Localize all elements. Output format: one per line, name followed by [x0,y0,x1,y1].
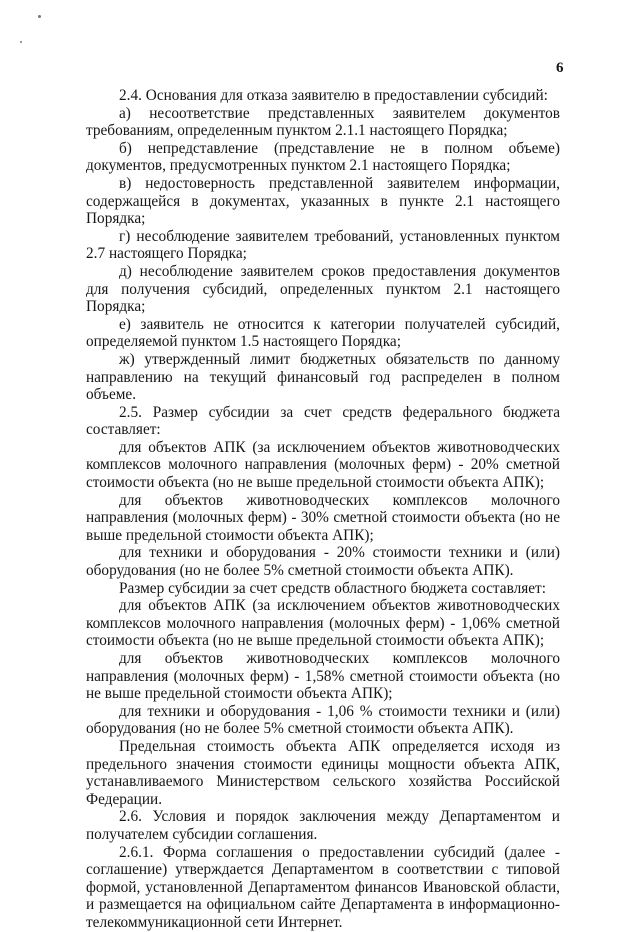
document-body [86,87,560,932]
paragraph-2-4: 2.4. Основания для отказа заявителю в предоставлении субсидий: [119,87,548,104]
list-item-e: е) заявитель не относится к категории получателей субсидий, определяемой пунктом 1.5 настоящего Порядка; [86,315,560,351]
list-item-v: в) недостоверность представленной заявителем информации, содержащейся в документах, указанных в пункте 2.1 настоящего Порядка; [86,174,560,228]
scan-speck [20,41,22,43]
paragraph-2-6: 2.6. Условия и порядок заключения между Департаментом и получателем субсидии соглашения. [86,808,560,843]
regional-dairy-objects: для объектов животноводческих комплексов молочного направления (молочных ферм) - 1,58% сметной стоимости объекта (но не выше предельной стоимости объекта АПК); [86,650,560,703]
limit-cost-paragraph: Предельная стоимость объекта АПК определяется исходя из предельного значения стоимости единицы мощности объекта АПК, устанавливаемого Министерством сельского хозяйства Российской Федерации. [86,737,560,808]
paragraph-2-6-1: 2.6.1. Форма соглашения о предоставлении субсидий (далее - соглашение) утверждается Департаментом в соответствии с типовой формой, установленной Департаментом финансов Ивановской области, и размещается на официальном сайте Департамента в информационно-телекоммуникационной сети Интернет. [86,843,560,931]
list-item-a: а) несоответствие представленных заявителем документов требованиям, определенным пунктом 2.1.1 настоящего Порядка; [86,104,560,140]
federal-apk-objects: для объектов АПК (за исключением объектов животноводческих комплексов молочного направления (молочных ферм) - 20% сметной стоимости объекта (но не выше предельной стоимости объекта АПК); [86,438,560,492]
page-number: 6 [556,60,564,76]
regional-equipment: для техники и оборудования - 1,06 % стоимости техники и (или) оборудования (но не более 5% сметной стоимости объекта АПК). [86,702,560,738]
federal-equipment: для техники и оборудования - 20% стоимости техники и (или) оборудования (но не более 5% сметной стоимости объекта АПК). [86,544,560,580]
list-item-zh: ж) утвержденный лимит бюджетных обязательств по данному направлению на текущий финансовый год распределен в полном объеме. [86,350,560,404]
paragraph-2-5: 2.5. Размер субсидии за счет средств федерального бюджета составляет: [86,403,560,439]
list-item-d: д) несоблюдение заявителем сроков предоставления документов для получения субсидий, определенных пунктом 2.1 настоящего Порядка; [86,262,560,316]
list-item-g: г) несоблюдение заявителем требований, установленных пунктом 2.7 настоящего Порядка; [86,227,560,263]
regional-budget-intro: Размер субсидии за счет средств областного бюджета составляет: [119,579,546,597]
scan-speck [38,15,41,18]
list-item-b: б) непредставление (представление не в полном объеме) документов, предусмотренных пунктом 2.1 настоящего Порядка; [86,139,560,175]
regional-apk-objects: для объектов АПК (за исключением объектов животноводческих комплексов молочного направления (молочных ферм) - 1,06% сметной стоимости объекта (но не выше предельной стоимости объекта АПК); [86,597,560,650]
federal-dairy-objects: для объектов животноводческих комплексов молочного направления (молочных ферм) - 30% сметной стоимости объекта (но не выше предельной стоимости объекта АПК); [86,491,560,544]
